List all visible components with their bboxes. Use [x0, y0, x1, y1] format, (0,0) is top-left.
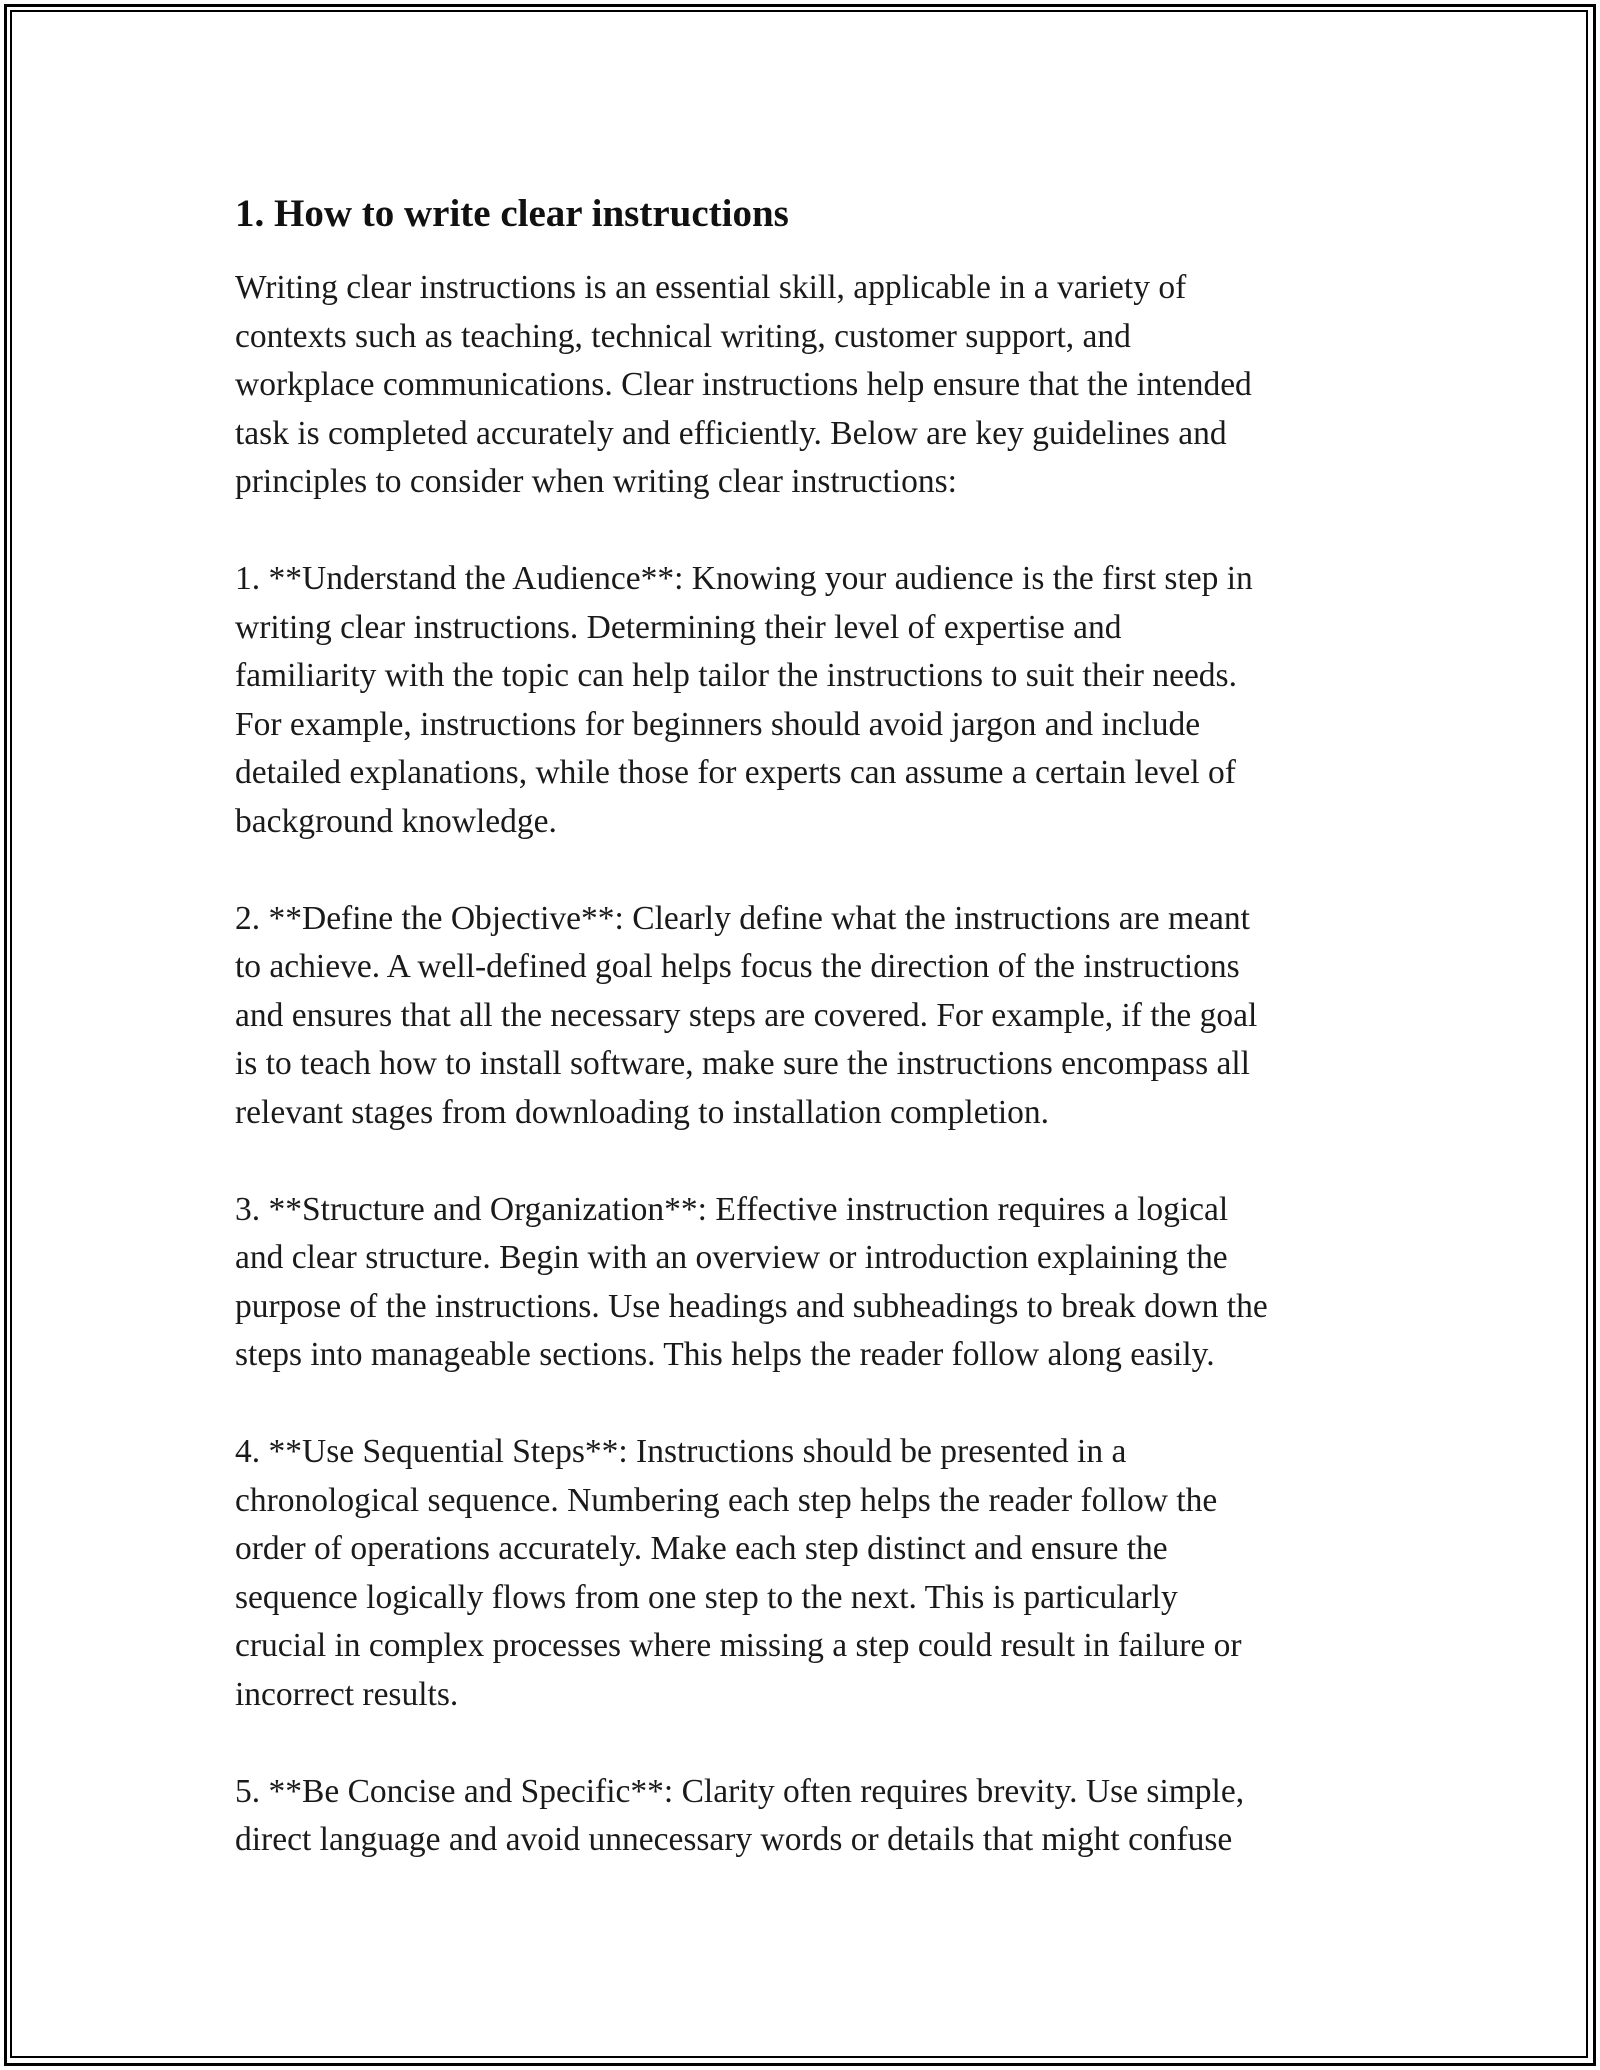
text-line: to achieve. A well-defined goal helps focus the direction of the instructions: [235, 948, 1240, 985]
text-line: For example, instructions for beginners should avoid jargon and include: [235, 705, 1201, 743]
text-line: 2. **Define the Objective**: Clearly define what the instructions are meant: [235, 899, 1250, 937]
guideline-define-objective: [235, 895, 1395, 1138]
guideline-understand-audience: [235, 555, 1395, 846]
text-line: background knowledge.: [235, 802, 557, 840]
text-line: and ensures that all the necessary steps are covered. For example, if the goal: [235, 996, 1258, 1034]
text-line: sequence logically flows from one step to the next. This is particularly: [235, 1578, 1178, 1616]
document-body: [235, 188, 1395, 1913]
text-line: and clear structure. Begin with an overview or introduction explaining the: [235, 1239, 1228, 1276]
text-line: contexts such as teaching, technical writing, customer support, and: [235, 317, 1131, 355]
text-line: chronological sequence. Numbering each step helps the reader follow the: [235, 1481, 1218, 1519]
text-line: direct language and avoid unnecessary words or details that might confuse: [235, 1821, 1233, 1858]
text-line: crucial in complex processes where missing a step could result in failure or: [235, 1627, 1242, 1664]
text-line: purpose of the instructions. Use headings and subheadings to break down the: [235, 1287, 1268, 1325]
text-line: 1. **Understand the Audience**: Knowing your audience is the first step in: [235, 560, 1253, 597]
text-line: 4. **Use Sequential Steps**: Instructions should be presented in a: [235, 1433, 1127, 1470]
text-line: familiarity with the topic can help tailor the instructions to suit their needs.: [235, 657, 1237, 694]
text-line: 3. **Structure and Organization**: Effective instruction requires a logical: [235, 1190, 1229, 1228]
text-line: relevant stages from downloading to installation completion.: [235, 1093, 1050, 1131]
guideline-structure-organization: [235, 1186, 1395, 1380]
text-line: writing clear instructions. Determining their level of expertise and: [235, 608, 1122, 646]
text-line: order of operations accurately. Make each step distinct and ensure the: [235, 1530, 1168, 1567]
text-line: task is completed accurately and efficiently. Below are key guidelines and: [235, 414, 1227, 452]
text-line: workplace communications. Clear instructions help ensure that the intended: [235, 366, 1252, 403]
document-title: 1. How to write clear instructions: [235, 192, 789, 235]
guideline-sequential-steps: [235, 1428, 1395, 1719]
intro-paragraph: [235, 264, 1395, 507]
text-line: detailed explanations, while those for experts can assume a certain level of: [235, 754, 1236, 791]
text-line: incorrect results.: [235, 1675, 459, 1713]
text-line: Writing clear instructions is an essential skill, applicable in a variety of: [235, 269, 1187, 306]
text-line: 5. **Be Concise and Specific**: Clarity often requires brevity. Use simple,: [235, 1772, 1245, 1810]
text-line: principles to consider when writing clear instructions:: [235, 463, 957, 500]
text-line: steps into manageable sections. This helps the reader follow along easily.: [235, 1336, 1215, 1373]
guideline-concise-specific: [235, 1768, 1395, 1865]
text-line: is to teach how to install software, make sure the instructions encompass all: [235, 1045, 1250, 1082]
